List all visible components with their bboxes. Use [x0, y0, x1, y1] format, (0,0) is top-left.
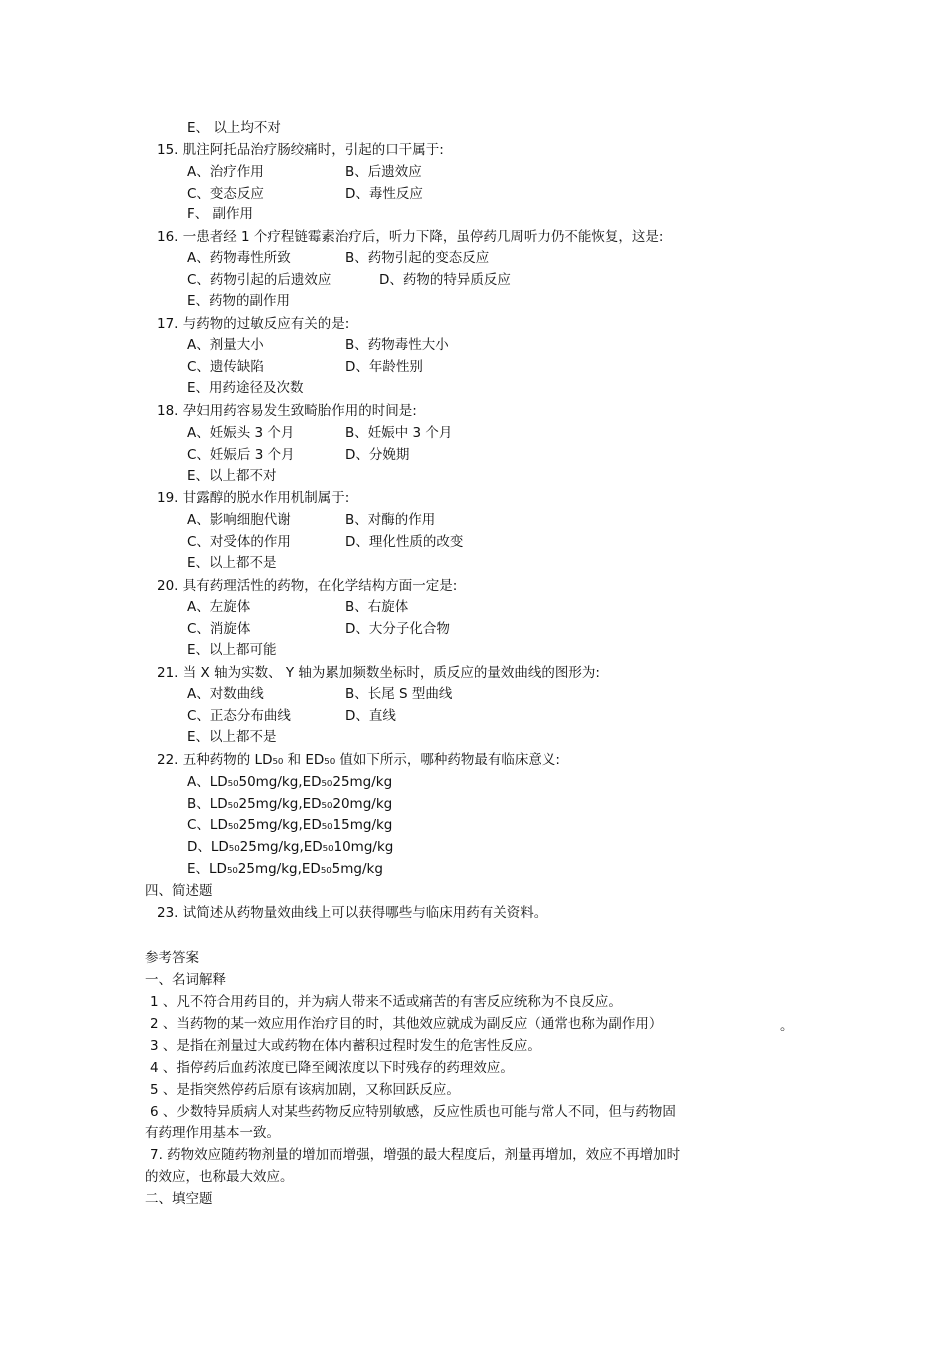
text-line-42: E、以上都不是 — [187, 729, 277, 745]
text-line-39: B、长尾 S 型曲线 — [345, 686, 453, 702]
text-line-41: D、直线 — [345, 708, 396, 724]
text-line-19: 18. 孕妇用药容易发生致畸胎作用的时间是: — [157, 403, 417, 419]
text-line-33: B、右旋体 — [345, 599, 409, 615]
text-line-2: A、治疗作用 — [187, 164, 264, 180]
text-line-1: 15. 肌注阿托品治疗肠绞痛时，引起的口干属于: — [157, 142, 444, 158]
text-line-47: D、LD₅₀25mg/kg,ED₅₀10mg/kg — [187, 839, 394, 855]
text-line-14: A、剂量大小 — [187, 337, 264, 353]
text-line-60: 有药理作用基本一致。 — [145, 1125, 280, 1141]
text-line-37: 21. 当 X 轴为实数、 Y 轴为累加频数坐标时，质反应的量效曲线的图形为: — [157, 665, 600, 681]
text-line-21: B、妊娠中 3 个月 — [345, 425, 453, 441]
text-line-36: E、以上都可能 — [187, 642, 277, 658]
text-line-38: A、对数曲线 — [187, 686, 264, 702]
text-line-27: B、对酶的作用 — [345, 512, 436, 528]
text-line-46: C、LD₅₀25mg/kg,ED₅₀15mg/kg — [187, 817, 393, 833]
text-line-6: F、 副作用 — [187, 206, 254, 222]
text-line-62: 的效应，也称最大效应。 — [145, 1169, 294, 1185]
text-line-4: C、变态反应 — [187, 186, 264, 202]
text-line-31: 20. 具有药理活性的药物，在化学结构方面一定是: — [157, 578, 458, 594]
text-line-22: C、妊娠后 3 个月 — [187, 447, 295, 463]
text-line-43: 22. 五种药物的 LD₅₀ 和 ED₅₀ 值如下所示，哪种药物最有临床意义: — [157, 752, 560, 768]
text-line-54: 2 、当药物的某一效应用作治疗目的时，其他效应就成为副反应（通常也称为副作用） — [150, 1016, 663, 1032]
text-line-10: C、药物引起的后遗效应 — [187, 272, 332, 288]
text-line-26: A、影响细胞代谢 — [187, 512, 291, 528]
text-line-18: E、用药途径及次数 — [187, 380, 304, 396]
text-line-9: B、药物引起的变态反应 — [345, 250, 490, 266]
text-line-50: 23. 试简述从药物量效曲线上可以获得哪些与临床用药有关资料。 — [157, 905, 548, 921]
text-line-40: C、正态分布曲线 — [187, 708, 291, 724]
text-line-45: B、LD₅₀25mg/kg,ED₅₀20mg/kg — [187, 796, 393, 812]
text-line-29: D、理化性质的改变 — [345, 534, 464, 550]
text-line-32: A、左旋体 — [187, 599, 251, 615]
text-line-61: 7. 药物效应随药物剂量的增加而增强，增强的最大程度后，剂量再增加，效应不再增加时 — [150, 1147, 681, 1163]
text-line-44: A、LD₅₀50mg/kg,ED₅₀25mg/kg — [187, 774, 393, 790]
text-line-28: C、对受体的作用 — [187, 534, 291, 550]
text-line-56: 3 、是指在剂量过大或药物在体内蓄积过程时发生的危害性反应。 — [150, 1038, 541, 1054]
text-line-11: D、药物的特异质反应 — [379, 272, 511, 288]
text-line-53: 1 、凡不符合用药目的，并为病人带来不适或痛苦的有害反应统称为不良反应。 — [150, 994, 622, 1010]
text-line-25: 19. 甘露醇的脱水作用机制属于: — [157, 490, 350, 506]
text-line-55: 。 — [780, 1018, 794, 1034]
text-line-49: 四、简述题 — [145, 883, 213, 899]
text-line-3: B、后遗效应 — [345, 164, 422, 180]
text-line-57: 4 、指停药后血药浓度已降至阈浓度以下时残存的药理效应。 — [150, 1060, 514, 1076]
text-line-48: E、LD₅₀25mg/kg,ED₅₀5mg/kg — [187, 861, 383, 877]
text-line-52: 一、名词解释 — [145, 972, 226, 988]
text-line-23: D、分娩期 — [345, 447, 410, 463]
text-line-12: E、药物的副作用 — [187, 293, 291, 309]
text-line-15: B、药物毒性大小 — [345, 337, 449, 353]
text-line-8: A、药物毒性所致 — [187, 250, 291, 266]
text-line-17: D、年龄性别 — [345, 359, 423, 375]
text-line-5: D、毒性反应 — [345, 186, 423, 202]
text-line-20: A、妊娠头 3 个月 — [187, 425, 295, 441]
text-line-7: 16. 一患者经 1 个疗程链霉素治疗后，听力下降，虽停药几周听力仍不能恢复，这是: — [157, 229, 664, 245]
text-line-16: C、遗传缺陷 — [187, 359, 264, 375]
text-line-0: E、 以上均不对 — [187, 120, 281, 136]
text-line-30: E、以上都不是 — [187, 555, 277, 571]
text-line-63: 二、填空题 — [145, 1191, 213, 1207]
text-line-58: 5 、是指突然停药后原有该病加剧，又称回跃反应。 — [150, 1082, 460, 1098]
text-line-59: 6 、少数特异质病人对某些药物反应特别敏感，反应性质也可能与常人不同，但与药物固 — [150, 1104, 676, 1120]
text-line-51: 参考答案 — [145, 950, 199, 966]
text-line-24: E、以上都不对 — [187, 468, 277, 484]
text-line-35: D、大分子化合物 — [345, 621, 450, 637]
text-line-13: 17. 与药物的过敏反应有关的是: — [157, 316, 350, 332]
text-line-34: C、消旋体 — [187, 621, 251, 637]
